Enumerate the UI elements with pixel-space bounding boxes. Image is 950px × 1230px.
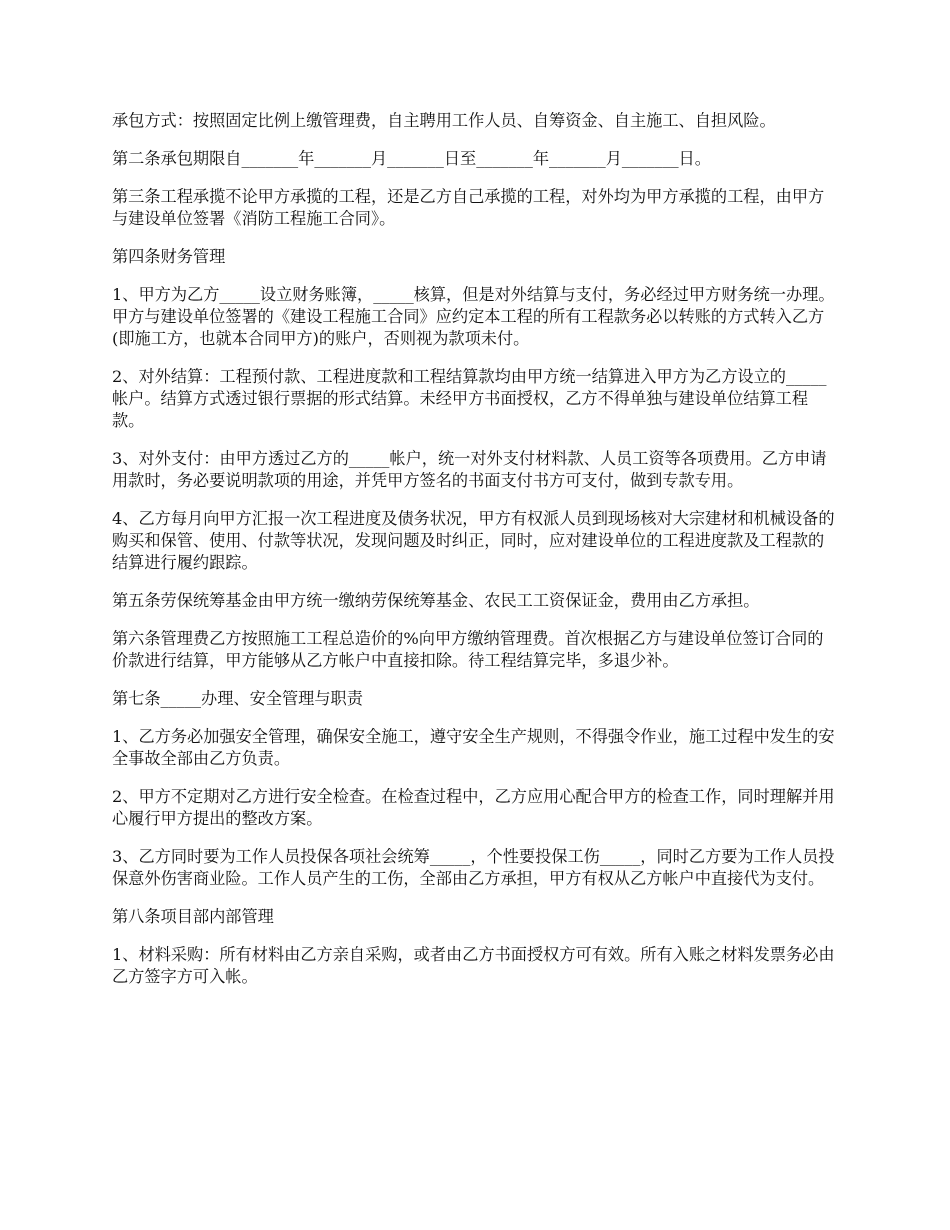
paragraph-article-7-item-2: 2、甲方不定期对乙方进行安全检查。在检查过程中，乙方应用心配合甲方的检查工作，同时理解并用心履行甲方提出的整改方案。 bbox=[112, 787, 835, 828]
paragraph-article-7-item-1: 1、乙方务必加强安全管理，确保安全施工，遵守安全生产规则，不得强令作业，施工过程中发生的安全事故全部由乙方负责。 bbox=[112, 727, 835, 768]
paragraph-article-8-item-1: 1、材料采购：所有材料由乙方亲自采购，或者由乙方书面授权方可有效。所有入账之材料发票务必由乙方签字方可入帐。 bbox=[112, 945, 835, 986]
paragraph-article-4-item-1: 1、甲方为乙方_____设立财务账簿，_____核算，但是对外结算与支付，务必经过甲方财务统一办理。甲方与建设单位签署的《建设工程施工合同》应约定本工程的所有工程款务必以转账的方式转入乙方(即施工方，也就本合同甲方)的账户，否则视为款项未付。 bbox=[112, 285, 835, 348]
paragraph-contract-method: 承包方式：按照固定比例上缴管理费，自主聘用工作人员、自筹资金、自主施工、自担风险。 bbox=[112, 111, 776, 130]
paragraph-article-2-term: 第二条承包期限自_______年_______月_______日至_______年_______月_______日。 bbox=[112, 149, 711, 168]
paragraph-article-4-item-2: 2、对外结算：工程预付款、工程进度款和工程结算款均由甲方统一结算进入甲方为乙方设立的_____帐户。结算方式透过银行票据的形式结算。未经甲方书面授权，乙方不得单独与建设单位结算工程款。 bbox=[112, 367, 827, 430]
paragraph-article-4-item-4: 4、乙方每月向甲方汇报一次工程进度及债务状况，甲方有权派人员到现场核对大宗建材和机械设备的购买和保管、使用、付款等状况，发现问题及时纠正，同时，应对建设单位的工程进度款及工程款的结算进行履约跟踪。 bbox=[112, 509, 835, 572]
paragraph-article-7-heading: 第七条_____办理、安全管理与职责 bbox=[112, 689, 363, 708]
paragraph-article-6: 第六条管理费乙方按照施工工程总造价的%向甲方缴纳管理费。首次根据乙方与建设单位签订合同的价款进行结算，甲方能够从乙方帐户中直接扣除。待工程结算完毕，多退少补。 bbox=[112, 629, 824, 670]
paragraph-article-5: 第五条劳保统筹基金由甲方统一缴纳劳保统筹基金、农民工工资保证金，费用由乙方承担。 bbox=[112, 591, 760, 610]
paragraph-article-4-item-3: 3、对外支付：由甲方透过乙方的_____帐户，统一对外支付材料款、人员工资等各项费用。乙方申请用款时，务必要说明款项的用途，并凭甲方签名的书面支付书方可支付，做到专款专用。 bbox=[112, 449, 827, 490]
paragraph-article-7-item-3: 3、乙方同时要为工作人员投保各项社会统筹_____，个性要投保工伤_____，同时乙方要为工作人员投保意外伤害商业险。工作人员产生的工伤，全部由乙方承担，甲方有权从乙方帐户中直接代为支付。 bbox=[112, 847, 835, 888]
paragraph-article-8-heading: 第八条项目部内部管理 bbox=[112, 907, 274, 926]
paragraph-article-4-heading: 第四条财务管理 bbox=[112, 247, 226, 266]
paragraph-article-3-projects: 第三条工程承揽不论甲方承揽的工程，还是乙方自己承揽的工程，对外均为甲方承揽的工程，由甲方与建设单位签署《消防工程施工合同》。 bbox=[112, 187, 825, 228]
